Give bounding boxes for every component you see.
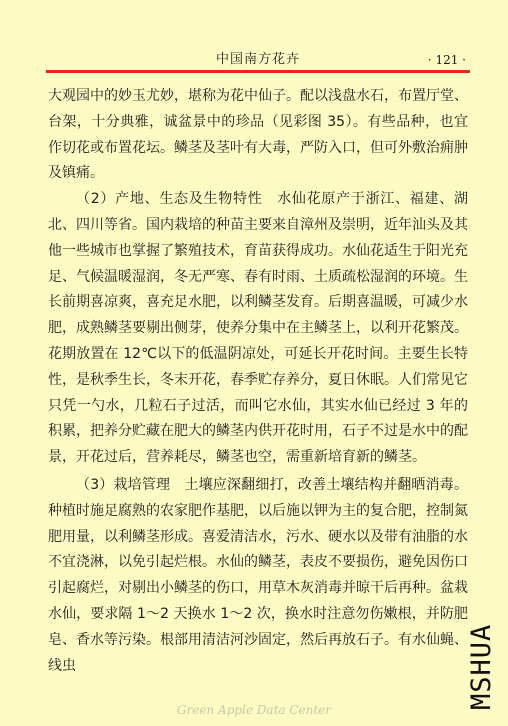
paragraph-2: （2）产地、生态及生物特性 水仙花原产于浙江、福建、湖北、四川等省。国内栽培的种苗主要来自漳州及崇明，近年汕头及其他一些城市也掌握了繁殖技术，育苗获得成功。水仙花适生于阳光充足、气候温暖湿润，冬无严寒、春有时雨、土质疏松湿润的环境。生长前期喜凉爽，喜充足水肥，以利鳞茎发育。后期喜温暖，可减少水肥，成熟鳞茎要剔出侧芽，使养分集中在主鳞茎上，以利开花繁茂。花期放置在 12℃以下的低温阴凉处，可延长开花时间。主要生长特性，是秋季生长，冬末开花，春季贮存养分，夏日休眠。人们常见它只凭一勺水，几粒石子过活，而叫它水仙，其实水仙已经过 3 年的积累，把养分贮藏在肥大的鳞茎内供开花时用，石子不过是水中的配景，开花过后，营养耗尽，鳞茎也空，需重新培育新的鳞茎。: [48, 191, 468, 466]
footer-watermark: Green Apple Data Center: [176, 703, 332, 717]
page-number: · 121 ·: [427, 53, 466, 67]
side-watermark-text: MSHUA: [466, 623, 497, 710]
running-title: 中国南方花卉: [216, 52, 301, 67]
body-text: [48, 84, 468, 679]
header-rule: [46, 70, 470, 73]
side-watermark: [466, 606, 502, 710]
paragraph-1: 大观园中的妙玉尤妙，堪称为花中仙子。配以浅盘水石，布置厅堂、台架，十分典雅，诚盆景中的珍品（见彩图 35）。有些品种，也宜作切花或布置花坛。鳞茎及茎叶有大毒，严防入口，但可外敷治痈肿及镇痛。: [48, 88, 468, 182]
page-header: [46, 52, 470, 70]
paragraph-3: （3）栽培管理 土壤应深翻细打，改善土壤结构并翻晒消毒。种植时施足腐熟的农家肥作基肥，以后施以钾为主的复合肥，控制氮肥用量，以利鳞茎形成。喜爱清洁水，污水、硬水以及带有油脂的水不宜浇淋，以免引起烂根。水仙的鳞茎，表皮不要损伤，避免因伤口引起腐烂，对剔出小鳞茎的伤口，用草木灰消毒并晾干后再种。盆栽水仙，要求隔 1～2 天换水 1～2 次，换水时注意勿伤嫩根，并防肥皂、香水等污染。根部用清洁河沙固定，然后再放石子。有水仙蝇、线虫: [48, 476, 468, 674]
